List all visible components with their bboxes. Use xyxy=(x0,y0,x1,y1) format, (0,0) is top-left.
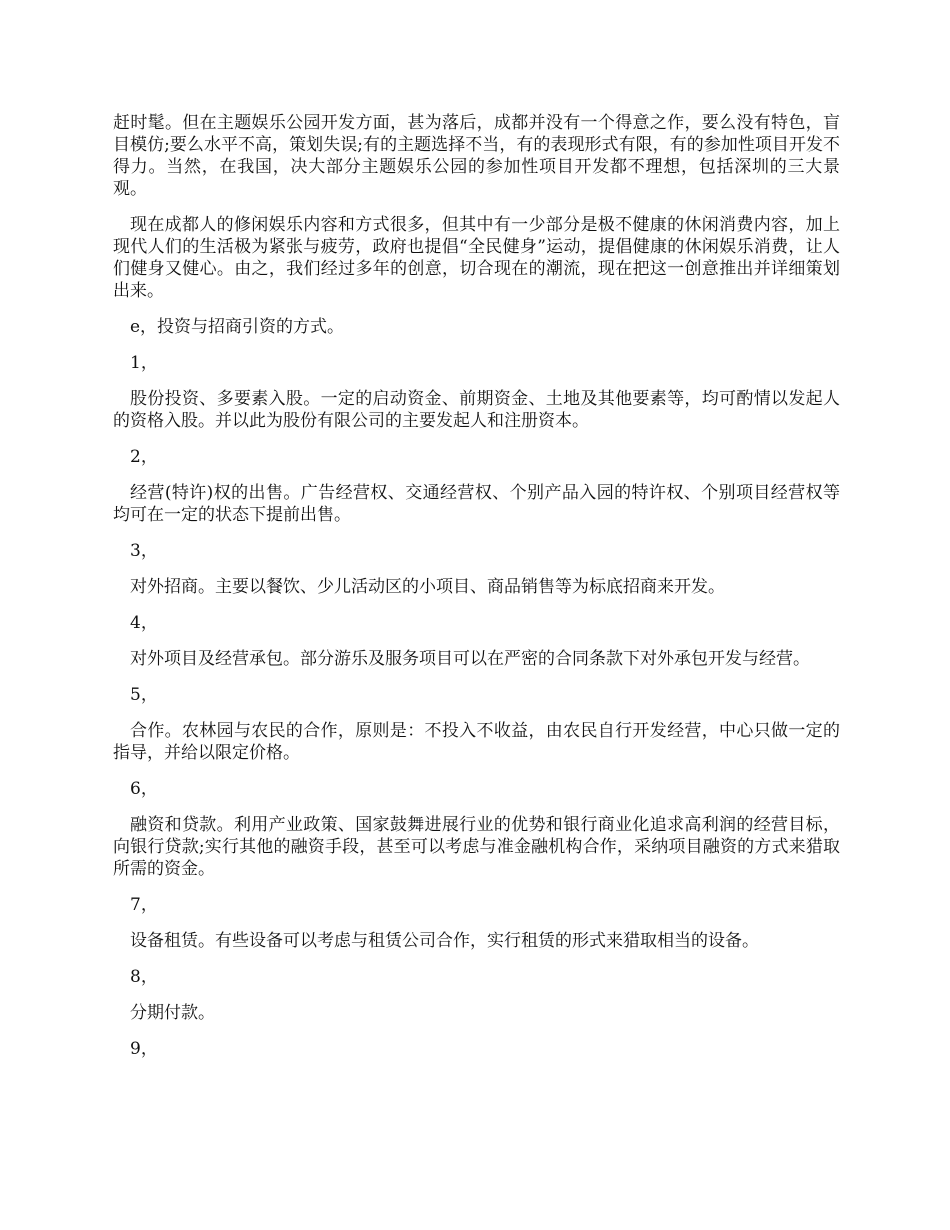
section-heading-investment: e，投资与招商引资的方式。 xyxy=(130,317,345,337)
list-item-share-investment: 股份投资、多要素入股。一定的启动资金、前期资金、土地及其他要素等，均可酌情以发起人的资格入股。并以此为股份有限公司的主要发起人和注册资本。 xyxy=(113,389,840,431)
document-body xyxy=(113,112,840,1074)
list-item-contracting: 对外项目及经营承包。部分游乐及服务项目可以在严密的合同条款下对外承包开发与经营。 xyxy=(130,649,810,669)
list-item-franchise-sale: 经营(特许)权的出售。广告经营权、交通经营权、个别产品入园的特许权、个别项目经营权等均可在一定的状态下提前出售。 xyxy=(113,483,840,525)
list-item-equipment-leasing: 设备租赁。有些设备可以考虑与租赁公司合作，实行租赁的形式来猎取相当的设备。 xyxy=(130,931,759,951)
list-item-financing-loans: 融资和贷款。利用产业政策、国家鼓舞进展行业的优势和银行商业化追求高利润的经营目标，向银行贷款;实行其他的融资手段，甚至可以考虑与准金融机构合作，采纳项目融资的方式来猎取所需的资金。 xyxy=(113,815,840,879)
list-number-7: 7， xyxy=(130,895,158,915)
list-item-cooperation: 合作。农林园与农民的合作，原则是：不投入不收益，由农民自行开发经营，中心只做一定的指导，并给以限定价格。 xyxy=(113,721,840,763)
list-number-5: 5， xyxy=(130,685,158,705)
list-item-installment-payment: 分期付款。 xyxy=(130,1003,215,1023)
list-number-8: 8， xyxy=(130,967,158,987)
list-number-4: 4， xyxy=(130,613,158,633)
list-item-external-merchants: 对外招商。主要以餐饮、少儿活动区的小项目、商品销售等为标底招商来开发。 xyxy=(130,577,725,597)
list-number-3: 3， xyxy=(130,541,158,561)
list-number-6: 6， xyxy=(130,779,158,799)
paragraph-leisure-background: 现在成都人的修闲娱乐内容和方式很多，但其中有一少部分是极不健康的休闲消费内容，加上现代人们的生活极为紧张与疲劳，政府也提倡“全民健身”运动，提倡健康的休闲娱乐消费，让人们健身又健心。由之，我们经过多年的创意，切合现在的潮流，现在把这一创意推出并详细策划出来。 xyxy=(113,215,840,301)
list-number-1: 1， xyxy=(130,353,158,373)
paragraph-theme-park-intro: 赶时髦。但在主题娱乐公园开发方面，甚为落后，成都并没有一个得意之作，要么没有特色，盲目模仿;要么水平不高，策划失误;有的主题选择不当，有的表现形式有限，有的参加性项目开发不得力。当然，在我国，决大部分主题娱乐公园的参加性项目开发都不理想，包括深圳的三大景观。 xyxy=(113,113,840,199)
list-number-2: 2， xyxy=(130,447,158,467)
list-number-9: 9， xyxy=(130,1039,158,1059)
